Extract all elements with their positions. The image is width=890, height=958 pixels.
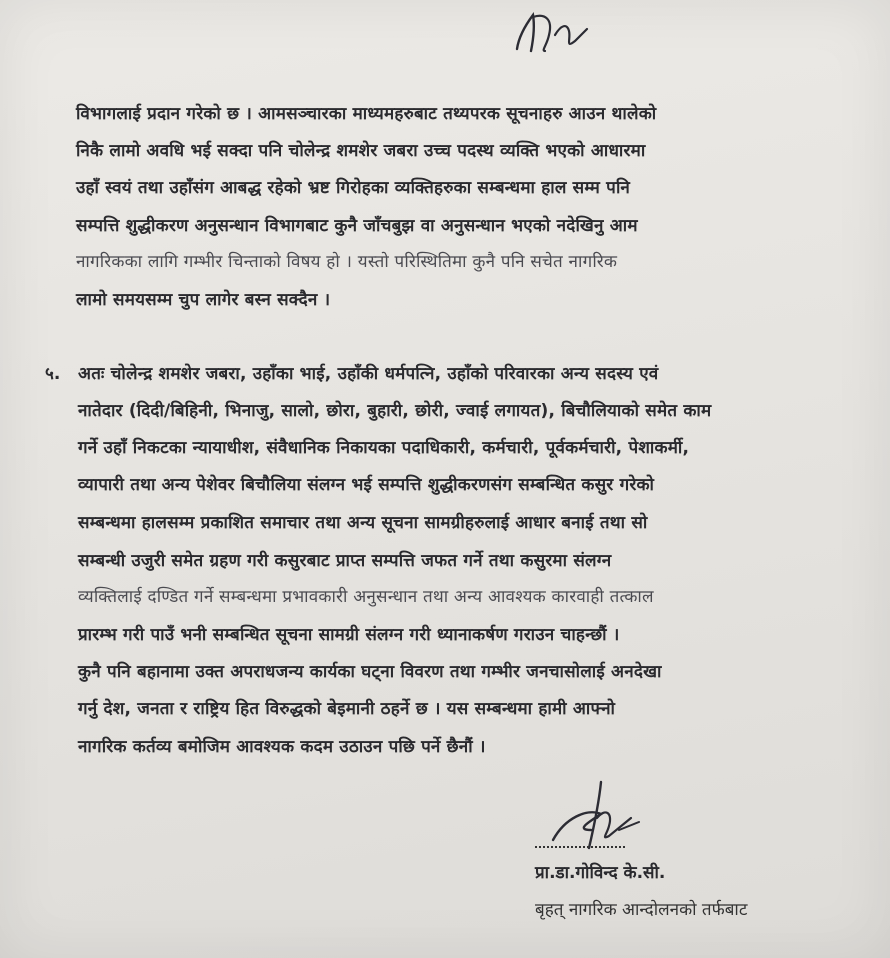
signatory-name: प्रा.डा.गोविन्द के.सी. xyxy=(535,863,666,883)
paragraph-b-line: गर्नु देश, जनता र राष्ट्रिय हित विरुद्धको बेइमानी ठहर्ने छ । यस सम्बन्धमा हामी आफ्नो xyxy=(78,699,616,719)
paragraph-b-line: अतः चोलेन्द्र शमशेर जबरा, उहाँका भाई, उहाँकी धर्मपत्नि, उहाँको परिवारका अन्य सदस्य एवं xyxy=(78,364,659,384)
signatory-organization: बृहत् नागरिक आन्दोलनको तर्फबाट xyxy=(535,900,748,920)
paragraph-b-line: व्यक्तिलाई दण्डित गर्ने सम्बन्धमा प्रभावकारी अनुसन्धान तथा अन्य आवश्यक कारवाही तत्काल xyxy=(78,587,654,607)
initial-signature-top xyxy=(505,5,595,57)
paragraph-a-line: नागरिकका लागि गम्भीर चिन्ताको विषय हो । यस्तो परिस्थितिमा कुनै पनि सचेत नागरिक xyxy=(76,252,618,272)
paragraph-number: ५. xyxy=(45,364,61,384)
paragraph-b-line: नातेदार (दिदी/बिहिनी, भिनाजु, सालो, छोरा, बुहारी, छोरी, ज्वाई लगायत), बिचौलियाको समेत काम xyxy=(78,401,712,421)
paragraph-a-line: विभागलाई प्रदान गरेको छ । आमसञ्चारका माध्यमहरुबाट तथ्यपरक सूचनाहरु आउन थालेको xyxy=(76,104,657,124)
paragraph-a-line: निकै लामो अवधि भई सक्दा पनि चोलेन्द्र शमशेर जबरा उच्च पदस्थ व्यक्ति भएको आधारमा xyxy=(76,141,646,161)
paragraph-b-line: गर्ने उहाँ निकटका न्यायाधीश, संवैधानिक निकायका पदाधिकारी, कर्मचारी, पूर्वकर्मचारी, पेशाकर्मी, xyxy=(78,438,690,458)
paragraph-b-line: कुनै पनि बहानामा उक्त अपराधजन्य कार्यका घट्ना विवरण तथा गम्भीर जनचासोलाई अनदेखा xyxy=(78,662,662,682)
paragraph-a-line: लामो समयसम्म चुप लागेर बस्न सक्दैन । xyxy=(76,290,331,310)
paragraph-a-line: सम्पत्ति शुद्धीकरण अनुसन्धान विभागबाट कुनै जाँचबुझ वा अनुसन्धान भएको नदेखिनु आम xyxy=(76,216,638,236)
paragraph-b-line: प्रारम्भ गरी पाउँ भनी सम्बन्धित सूचना सामग्री संलग्न गरी ध्यानाकर्षण गराउन चाहन्छौं । xyxy=(78,625,620,645)
paragraph-b-line: नागरिक कर्तव्य बमोजिम आवश्यक कदम उठाउन पछि पर्ने छैनौं । xyxy=(78,737,486,757)
paragraph-a-line: उहाँ स्वयं तथा उहाँसंग आबद्ध रहेको भ्रष्ट गिरोहका व्यक्तिहरुका सम्बन्धमा हाल सम्म पनि xyxy=(76,178,631,198)
signature-line xyxy=(535,846,625,848)
paragraph-b-line: सम्बन्धमा हालसम्म प्रकाशित समाचार तथा अन्य सूचना सामग्रीहरुलाई आधार बनाई तथा सो xyxy=(78,513,648,533)
paragraph-b-line: व्यापारी तथा अन्य पेशेवर बिचौलिया संलग्न भई सम्पत्ति शुद्धीकरणसंग सम्बन्धित कसुर गरेको xyxy=(78,475,655,495)
paragraph-b-line: सम्बन्धी उजुरी समेत ग्रहण गरी कसुरबाट प्राप्त सम्पत्ति जफत गर्ने तथा कसुरमा संलग्न xyxy=(78,551,612,571)
